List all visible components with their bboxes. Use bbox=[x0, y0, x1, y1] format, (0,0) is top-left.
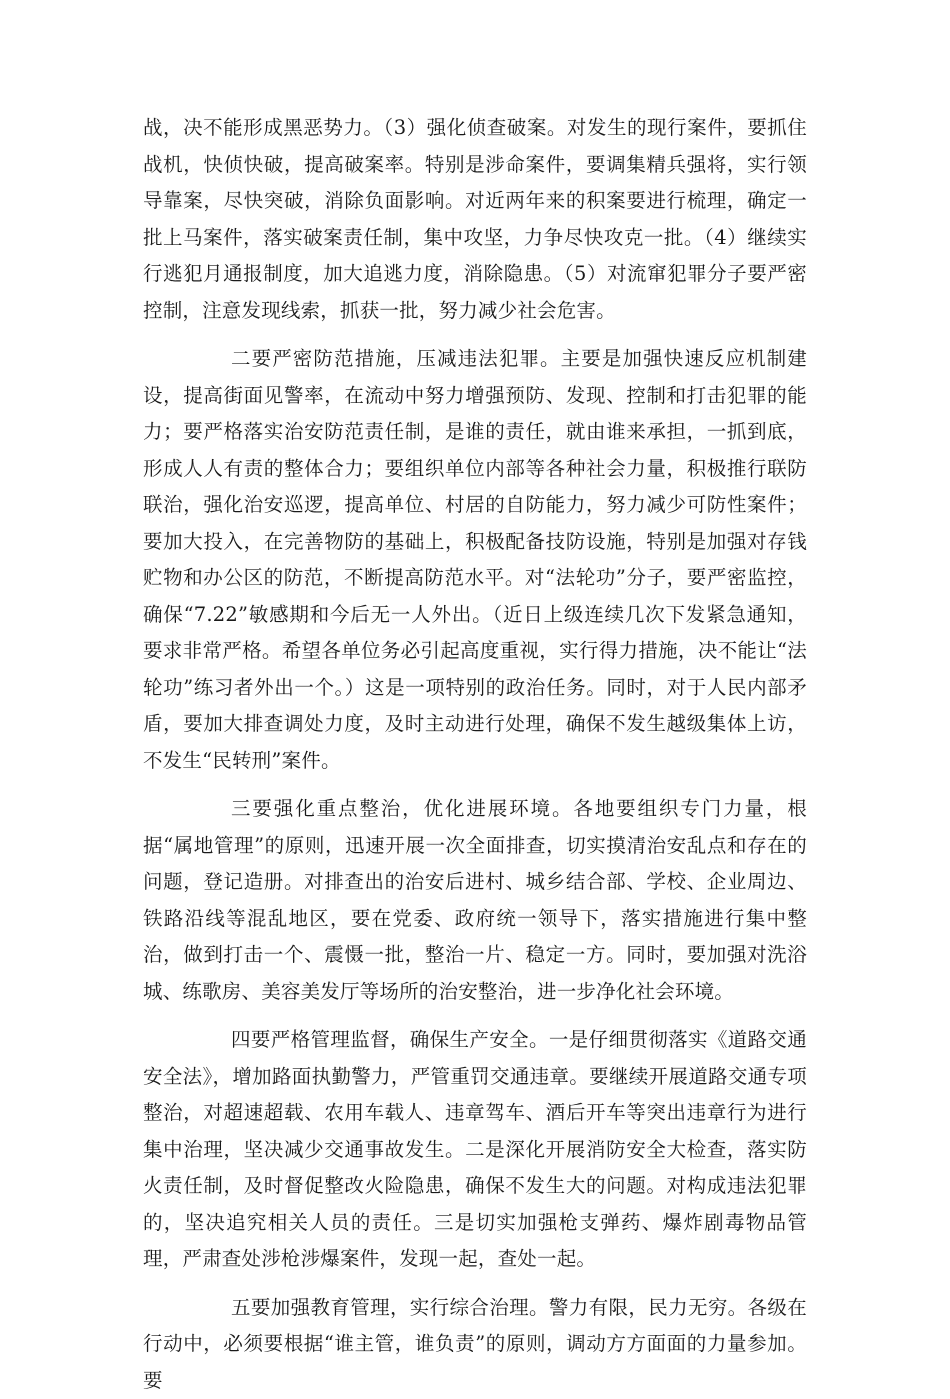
paragraph-5: 五要加强教育管理，实行综合治理。警力有限，民力无穷。各级在行动中，必须要根据“谁主管，谁负责”的原则，调动方方面面的力量参加。要 bbox=[143, 1290, 807, 1399]
paragraph-2: 二要严密防范措施，压减违法犯罪。主要是加强快速反应机制建设，提高街面见警率，在流动中努力增强预防、发现、控制和打击犯罪的能力；要严格落实治安防范责任制，是谁的责任，就由谁来承担，一抓到底，形成人人有责的整体合力；要组织单位内部等各种社会力量，积极推行联防联治，强化治安巡逻，提高单位、村居的自防能力，努力减少可防性案件；要加大投入，在完善物防的基础上，积极配备技防设施，特别是加强对存钱贮物和办公区的防范，不断提高防范水平。对“法轮功”分子，要严密监控，确保“7.22”敏感期和今后无一人外出。（近日上级连续几次下发紧急通知，要求非常严格。希望各单位务必引起高度重视，实行得力措施，决不能让“法轮功”练习者外出一个。）这是一项特别的政治任务。同时，对于人民内部矛盾，要加大排查调处力度，及时主动进行处理，确保不发生越级集体上访，不发生“民转刑”案件。 bbox=[143, 341, 807, 779]
document-body bbox=[143, 110, 807, 1399]
paragraph-4: 四要严格管理监督，确保生产安全。一是仔细贯彻落实《道路交通安全法》，增加路面执勤警力，严管重罚交通违章。要继续开展道路交通专项整治，对超速超载、农用车载人、违章驾车、酒后开车等突出违章行为进行集中治理，坚决减少交通事故发生。二是深化开展消防安全大检查，落实防火责任制，及时督促整改火险隐患，确保不发生大的问题。对构成违法犯罪的，坚决追究相关人员的责任。三是切实加强枪支弹药、爆炸剧毒物品管理，严肃查处涉枪涉爆案件，发现一起，查处一起。 bbox=[143, 1022, 807, 1278]
paragraph-continuation: 战，决不能形成黑恶势力。（3）强化侦查破案。对发生的现行案件，要抓住战机，快侦快破，提高破案率。特别是涉命案件，要调集精兵强将，实行领导靠案，尽快突破，消除负面影响。对近两年来的积案要进行梳理，确定一批上马案件，落实破案责任制，集中攻坚，力争尽快攻克一批。（4）继续实行逃犯月通报制度，加大追逃力度，消除隐患。（5）对流窜犯罪分子要严密控制，注意发现线索，抓获一批，努力减少社会危害。 bbox=[143, 110, 807, 329]
paragraph-3: 三要强化重点整治，优化进展环境。各地要组织专门力量，根据“属地管理”的原则，迅速开展一次全面排查，切实摸清治安乱点和存在的问题，登记造册。对排查出的治安后进村、城乡结合部、学校、企业周边、铁路沿线等混乱地区，要在党委、政府统一领导下，落实措施进行集中整治，做到打击一个、震慑一批，整治一片、稳定一方。同时，要加强对洗浴城、练歌房、美容美发厅等场所的治安整治，进一步净化社会环境。 bbox=[143, 791, 807, 1010]
